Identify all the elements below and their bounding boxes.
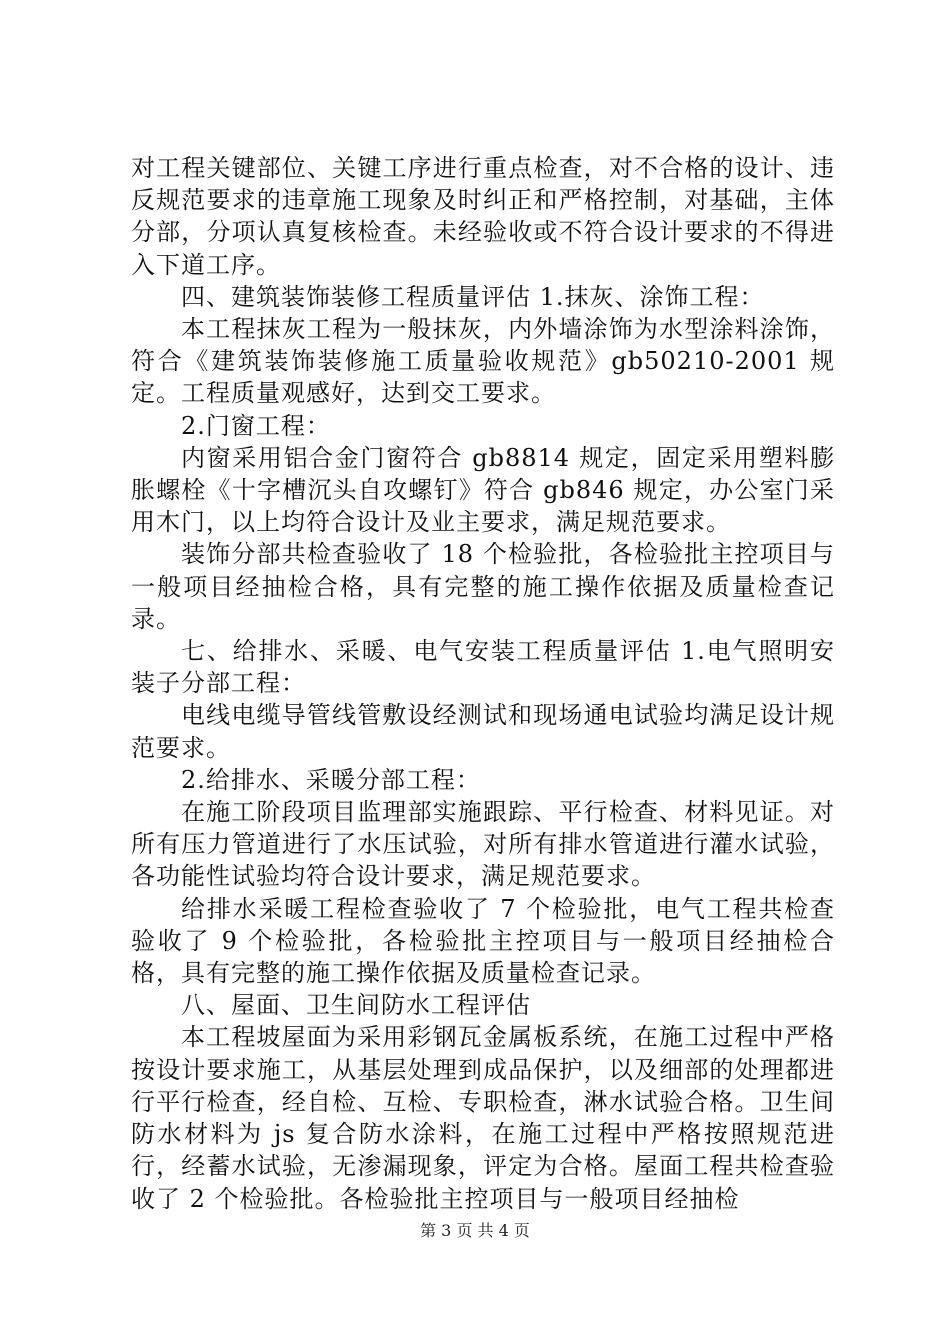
paragraph-roof-waterproofing: 本工程坡屋面为采用彩钢瓦金属板系统，在施工过程中严格按设计要求施工，从基层处理到成品保护，以及细部的处理都进行平行检查，经自检、互检、专职检查，淋水试验合格。卫生间防水材料为 js 复合防水涂料，在施工过程中严格按照规范进行，经蓄水试验，无渗漏现象，评定为合格。屋面工程共检查验收了 2 个检验批。各检验批主控项目与一般项目经抽检 (131, 1023, 835, 1213)
paragraph-decoration-inspection: 装饰分部共检查验收了 18 个检验批，各检验批主控项目与一般项目经抽检合格，具有完整的施工操作依据及质量检查记录。 (131, 540, 835, 633)
section-heading-installation: 七、给排水、采暖、电气安装工程质量评估 1.电气照明安装子分部工程： (131, 637, 835, 698)
paragraph-key-inspection: 对工程关键部位、关键工序进行重点检查，对不合格的设计、违反规范要求的违章施工现象及时纠正和严格控制，对基础，主体分部，分项认真复核检查。未经验收或不符合设计要求的不得进入下道工序。 (131, 154, 835, 279)
subheading-doors-windows: 2.门窗工程： (181, 411, 331, 440)
subheading-plumbing-heating: 2.给排水、采暖分部工程： (181, 765, 481, 794)
paragraph-electrical: 电线电缆导管线管敷设经测试和现场通电试验均满足设计规范要求。 (131, 701, 835, 762)
paragraph-installation-inspection: 给排水采暖工程检查验收了 7 个检验批，电气工程共检查验收了 9 个检验批，各检验批主控项目与一般项目经抽检合格，具有完整的施工操作依据及质量检查记录。 (131, 894, 835, 988)
paragraph-plumbing-tests: 在施工阶段项目监理部实施跟踪、平行检查、材料见证。对所有压力管道进行了水压试验，对所有排水管道进行灌水试验，各功能性试验均符合设计要求，满足规范要求。 (131, 798, 835, 891)
page-number-footer: 第 3 页 共 4 页 (420, 1221, 530, 1240)
paragraph-plastering: 本工程抹灰工程为一般抹灰，内外墙涂饰为水型涂料涂饰，符合《建筑装饰装修施工质量验收规范》gb50210-2001 规定。工程质量观感好，达到交工要求。 (131, 315, 835, 408)
section-heading-waterproofing: 八、屋面、卫生间防水工程评估 (181, 991, 531, 1020)
document-body (131, 152, 835, 1215)
paragraph-doors-windows: 内窗采用铝合金门窗符合 gb8814 规定，固定采用塑料膨胀螺栓《十字槽沉头自攻螺钉》符合 gb846 规定，办公室门采用木门，以上均符合设计及业主要求，满足规范要求。 (131, 443, 835, 537)
section-heading-decoration: 四、建筑装饰装修工程质量评估 1.抹灰、涂饰工程： (181, 282, 765, 311)
